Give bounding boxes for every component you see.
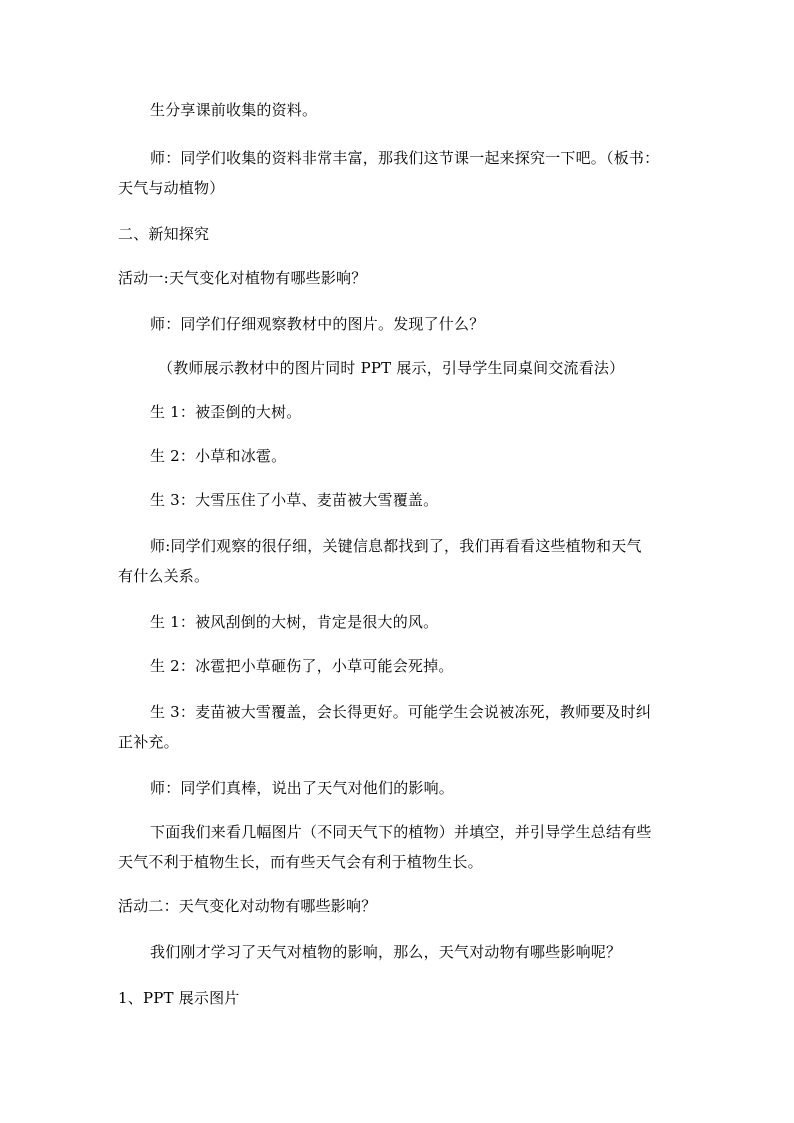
- paragraph-animals-question: 我们刚才学习了天气对植物的影响，那么，天气对动物有哪些影响呢？: [150, 943, 622, 961]
- student-answer-2: 生 2：小草和冰雹。: [150, 447, 287, 465]
- student-answer-1: 生 1：被歪倒的大树。: [150, 403, 302, 421]
- paragraph-teacher-praise: 师：同学们真棒，说出了天气对他们的影响。: [150, 779, 455, 797]
- paragraph-pictures-line1: 下面我们来看几幅图片（不同天气下的植物）并填空，并引导学生总结有些: [150, 823, 652, 841]
- student-relation-2: 生 2：冰雹把小草砸伤了，小草可能会死掉。: [150, 657, 454, 675]
- paragraph-pictures-line2: 天气不利于植物生长，而有些天气会有利于植物生长。: [118, 853, 483, 871]
- student-relation-3-line2: 正补充。: [118, 733, 179, 751]
- list-item-ppt-pictures: 1、PPT 展示图片: [118, 989, 240, 1007]
- paragraph-teacher-relation-line1: 师:同学们观察的很仔细，关键信息都找到了，我们再看看这些植物和天气: [150, 537, 642, 555]
- paragraph-teacher-intro-line1: 师：同学们收集的资料非常丰富，那我们这节课一起来探究一下吧。（板书：: [150, 149, 660, 167]
- paragraph-teacher-relation-line2: 有什么关系。: [118, 567, 210, 585]
- paragraph-teacher-observe: 师：同学们仔细观察教材中的图片。发现了什么？: [150, 315, 485, 333]
- student-relation-3-line1: 生 3：麦苗被大雪覆盖，会长得更好。可能学生会说被冻死，教师要及时纠: [150, 703, 652, 721]
- activity-one-heading: 活动一:天气变化对植物有哪些影响？: [118, 269, 367, 287]
- activity-two-heading: 活动二：天气变化对动物有哪些影响？: [118, 897, 377, 915]
- student-answer-3: 生 3：大雪压住了小草、麦苗被大雪覆盖。: [150, 491, 439, 509]
- paragraph-teacher-note: （教师展示教材中的图片同时 PPT 展示，引导学生同桌间交流看法）: [158, 359, 625, 377]
- section-heading-new-knowledge: 二、新知探究: [118, 225, 210, 243]
- paragraph-student-share: 生分享课前收集的资料。: [150, 101, 318, 119]
- paragraph-teacher-intro-line2: 天气与动植物）: [118, 179, 225, 197]
- student-relation-1: 生 1：被风刮倒的大树，肯定是很大的风。: [150, 613, 439, 631]
